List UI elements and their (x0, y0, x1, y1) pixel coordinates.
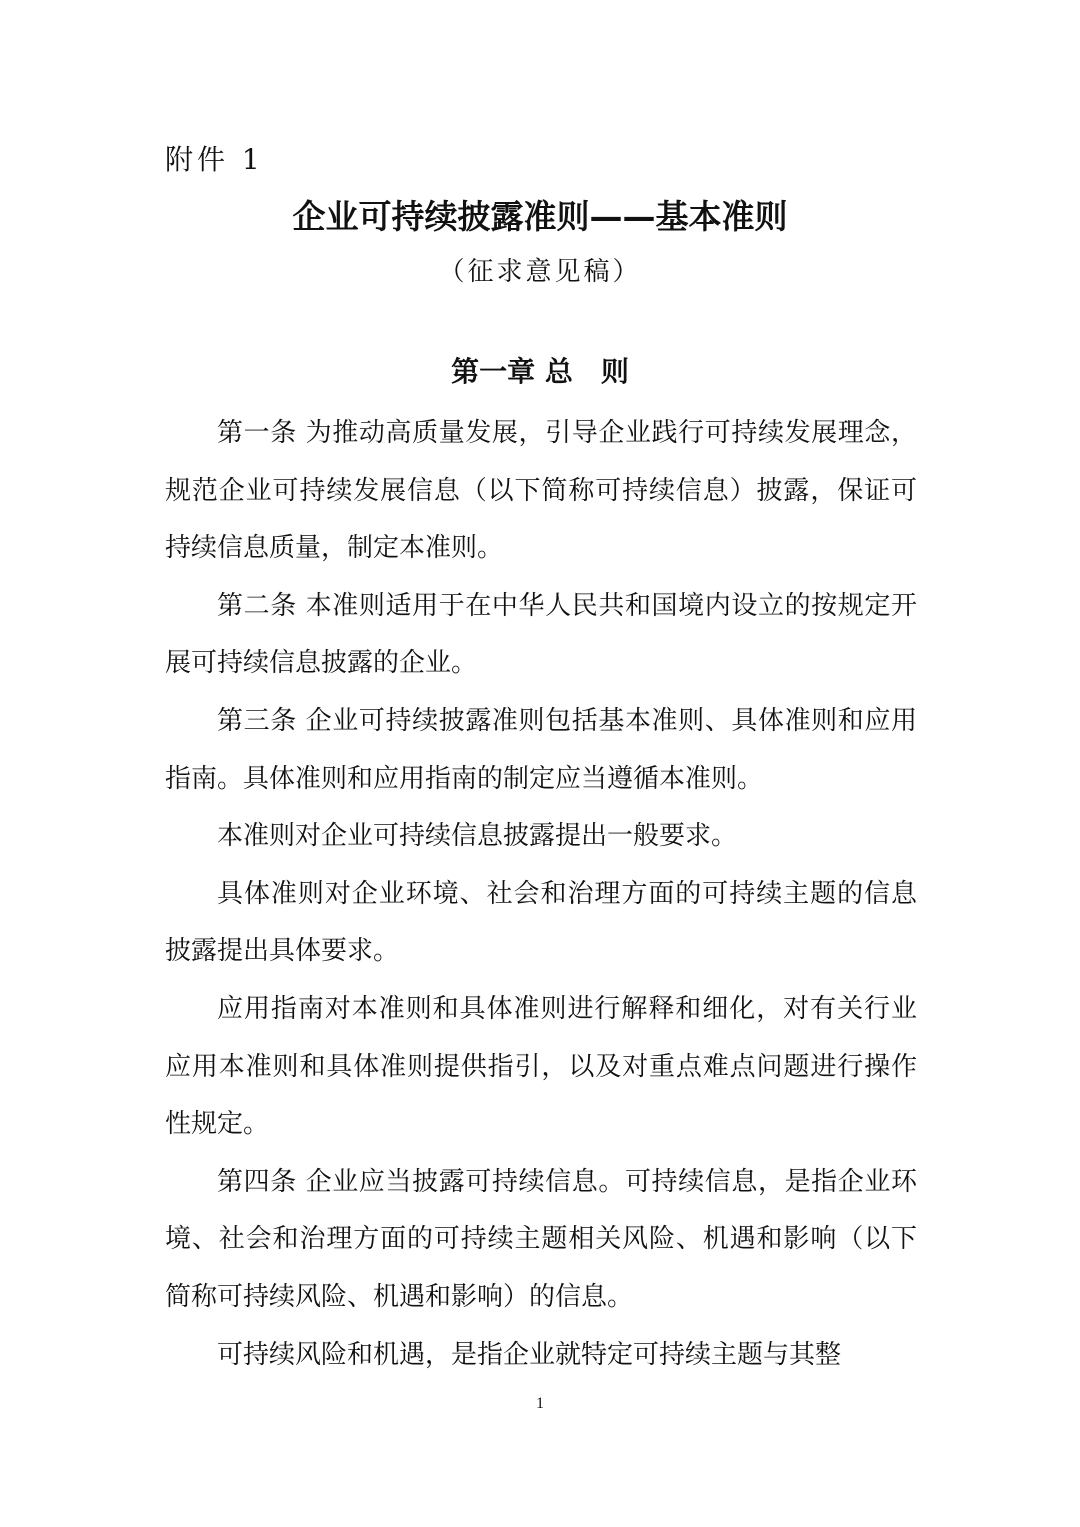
paragraph-specific-standards: 具体准则对企业环境、社会和治理方面的可持续主题的信息披露提出具体要求。 (165, 878, 917, 967)
document-body (165, 405, 917, 1384)
paragraph-article-2: 第二条 本准则适用于在中华人民共和国境内设立的按规定开展可持续信息披露的企业。 (165, 590, 917, 679)
document-subtitle: （征求意见稿） (438, 257, 642, 287)
chapter-heading: 第一章 总 则 (451, 355, 629, 388)
attachment-label: 附件 1 (165, 143, 264, 176)
paragraph-article-4: 第四条 企业应当披露可持续信息。可持续信息，是指企业环境、社会和治理方面的可持续主题相关风险、机遇和影响（以下简称可持续风险、机遇和影响）的信息。 (165, 1166, 917, 1312)
paragraph-article-1: 第一条 为推动高质量发展，引导企业践行可持续发展理念，规范企业可持续发展信息（以下简称可持续信息）披露，保证可持续信息质量，制定本准则。 (165, 418, 917, 564)
paragraph-basic-standard: 本准则对企业可持续信息披露提出一般要求。 (217, 821, 738, 852)
page-number: 1 (536, 1395, 544, 1412)
paragraph-risks-opportunities: 可持续风险和机遇，是指企业就特定可持续主题与其整 (217, 1339, 842, 1370)
paragraph-application-guide: 应用指南对本准则和具体准则进行解释和细化，对有关行业应用本准则和具体准则提供指引，以及对重点难点问题进行操作性规定。 (165, 993, 917, 1140)
document-title: 企业可持续披露准则——基本准则 (292, 197, 788, 236)
paragraph-article-3: 第三条 企业可持续披露准则包括基本准则、具体准则和应用指南。具体准则和应用指南的制定应当遵循本准则。 (165, 705, 917, 794)
